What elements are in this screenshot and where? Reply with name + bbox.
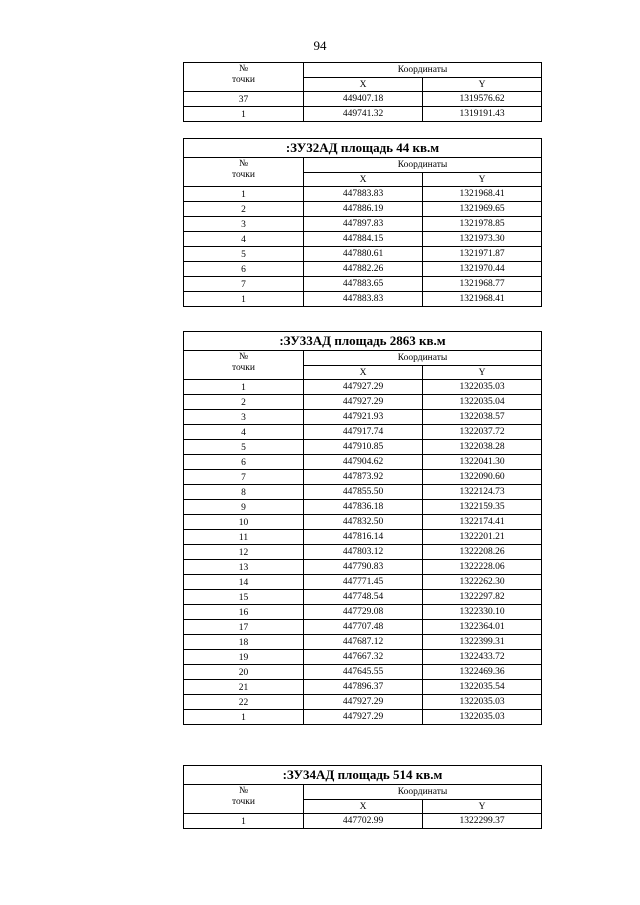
point-number: 8 [184, 485, 304, 500]
page-number: 94 [313, 38, 327, 53]
y-coordinate: 1322159.35 [423, 500, 542, 515]
y-coordinate: 1321968.77 [423, 277, 542, 292]
x-coordinate: 447883.83 [304, 187, 423, 202]
table-row [184, 620, 542, 635]
table-row [184, 530, 542, 545]
point-number: 6 [184, 455, 304, 470]
x-coordinate: 447790.83 [304, 560, 423, 575]
table-row [184, 187, 542, 202]
x-coordinate: 449407.18 [304, 92, 423, 107]
point-number: 18 [184, 635, 304, 650]
table-row [184, 217, 542, 232]
x-coordinate: 447873.92 [304, 470, 423, 485]
point-number: 1 [184, 710, 304, 725]
parcel-table-zu32ad [183, 138, 542, 307]
point-number: 2 [184, 395, 304, 410]
table-row [184, 410, 542, 425]
y-coordinate: 1322035.03 [423, 695, 542, 710]
point-number-header-label: № точки [231, 159, 255, 180]
y-coordinate: 1322035.03 [423, 380, 542, 395]
table-row [184, 395, 542, 410]
y-coordinate: 1322299.37 [423, 814, 542, 829]
y-coordinate: 1322262.30 [423, 575, 542, 590]
y-coordinate: 1321971.87 [423, 247, 542, 262]
point-number: 1 [184, 292, 304, 307]
point-number-header-label: № точки [231, 786, 255, 807]
x-coordinate: 447927.29 [304, 695, 423, 710]
y-coordinate: 1322037.72 [423, 425, 542, 440]
table-row [184, 545, 542, 560]
table-row [184, 590, 542, 605]
table-row [184, 560, 542, 575]
table-row [184, 455, 542, 470]
x-coordinate: 447882.26 [304, 262, 423, 277]
y-coordinate: 1321978.85 [423, 217, 542, 232]
table-row [184, 202, 542, 217]
x-coordinate: 447884.15 [304, 232, 423, 247]
point-number: 15 [184, 590, 304, 605]
table-row [184, 814, 542, 829]
x-column-header: X [304, 800, 423, 814]
y-coordinate: 1322090.60 [423, 470, 542, 485]
y-coordinate: 1321968.41 [423, 292, 542, 307]
coordinates-header: Координаты [304, 351, 542, 366]
table-row [184, 665, 542, 680]
y-coordinate: 1322035.04 [423, 395, 542, 410]
x-coordinate: 447927.29 [304, 395, 423, 410]
table-row [184, 605, 542, 620]
point-number: 5 [184, 440, 304, 455]
y-coordinate: 1322201.21 [423, 530, 542, 545]
x-coordinate: 447855.50 [304, 485, 423, 500]
coordinates-header: Координаты [304, 785, 542, 800]
y-coordinate: 1322038.28 [423, 440, 542, 455]
table-row [184, 292, 542, 307]
point-number: 22 [184, 695, 304, 710]
point-number: 13 [184, 560, 304, 575]
point-number-header [184, 63, 304, 92]
x-coordinate: 447917.74 [304, 425, 423, 440]
y-coordinate: 1322399.31 [423, 635, 542, 650]
y-column-header: Y [423, 800, 542, 814]
table-row [184, 680, 542, 695]
point-number: 1 [184, 814, 304, 829]
y-coordinate: 1319191.43 [423, 107, 542, 122]
x-coordinate: 447927.29 [304, 710, 423, 725]
point-number: 11 [184, 530, 304, 545]
point-number: 9 [184, 500, 304, 515]
point-number: 20 [184, 665, 304, 680]
point-number: 3 [184, 410, 304, 425]
table-row [184, 470, 542, 485]
table-row [184, 710, 542, 725]
point-number: 5 [184, 247, 304, 262]
x-column-header: X [304, 173, 423, 187]
x-coordinate: 447667.32 [304, 650, 423, 665]
y-coordinate: 1321970.44 [423, 262, 542, 277]
x-coordinate: 447921.93 [304, 410, 423, 425]
table-row [184, 247, 542, 262]
y-coordinate: 1321973.30 [423, 232, 542, 247]
point-number: 17 [184, 620, 304, 635]
x-coordinate: 447883.65 [304, 277, 423, 292]
parcel-table-zu33ad [183, 331, 542, 725]
coordinates-header: Координаты [304, 63, 542, 78]
table-row [184, 635, 542, 650]
y-column-header: Y [423, 366, 542, 380]
point-number: 6 [184, 262, 304, 277]
point-number: 10 [184, 515, 304, 530]
table-row [184, 425, 542, 440]
coordinates-table-continuation [183, 62, 542, 122]
x-coordinate: 447645.55 [304, 665, 423, 680]
y-coordinate: 1321969.65 [423, 202, 542, 217]
point-number: 21 [184, 680, 304, 695]
x-coordinate: 447897.83 [304, 217, 423, 232]
y-coordinate: 1322035.03 [423, 710, 542, 725]
y-coordinate: 1321968.41 [423, 187, 542, 202]
point-number-header [184, 351, 304, 380]
y-coordinate: 1322174.41 [423, 515, 542, 530]
x-coordinate: 447883.83 [304, 292, 423, 307]
y-coordinate: 1322124.73 [423, 485, 542, 500]
table-row [184, 500, 542, 515]
x-column-header: X [304, 366, 423, 380]
x-coordinate: 447910.85 [304, 440, 423, 455]
y-coordinate: 1322433.72 [423, 650, 542, 665]
x-coordinate: 447748.54 [304, 590, 423, 605]
table-row [184, 695, 542, 710]
x-coordinate: 447927.29 [304, 380, 423, 395]
table-row [184, 380, 542, 395]
table-row [184, 515, 542, 530]
table-row [184, 277, 542, 292]
point-number: 14 [184, 575, 304, 590]
point-number: 37 [184, 92, 304, 107]
y-coordinate: 1322208.26 [423, 545, 542, 560]
y-coordinate: 1322330.10 [423, 605, 542, 620]
point-number-header [184, 158, 304, 187]
y-column-header: Y [423, 78, 542, 92]
point-number: 7 [184, 277, 304, 292]
point-number: 19 [184, 650, 304, 665]
point-number-header-label: № точки [231, 352, 255, 373]
y-coordinate: 1322297.82 [423, 590, 542, 605]
x-coordinate: 447702.99 [304, 814, 423, 829]
table-row [184, 485, 542, 500]
point-number: 12 [184, 545, 304, 560]
point-number-header [184, 785, 304, 814]
x-coordinate: 447687.12 [304, 635, 423, 650]
x-coordinate: 447803.12 [304, 545, 423, 560]
x-column-header: X [304, 78, 423, 92]
point-number: 1 [184, 107, 304, 122]
x-coordinate: 447904.62 [304, 455, 423, 470]
parcel-title: :ЗУ34АД площадь 514 кв.м [184, 766, 542, 785]
point-number: 1 [184, 187, 304, 202]
y-coordinate: 1322364.01 [423, 620, 542, 635]
y-coordinate: 1319576.62 [423, 92, 542, 107]
point-number: 4 [184, 425, 304, 440]
y-coordinate: 1322035.54 [423, 680, 542, 695]
point-number: 1 [184, 380, 304, 395]
parcel-title: :ЗУ32АД площадь 44 кв.м [184, 139, 542, 158]
point-number: 7 [184, 470, 304, 485]
y-coordinate: 1322469.36 [423, 665, 542, 680]
x-coordinate: 447836.18 [304, 500, 423, 515]
point-number: 16 [184, 605, 304, 620]
point-number: 2 [184, 202, 304, 217]
parcel-title: :ЗУ33АД площадь 2863 кв.м [184, 332, 542, 351]
parcel-table-zu34ad [183, 765, 542, 829]
x-coordinate: 447816.14 [304, 530, 423, 545]
x-coordinate: 447886.19 [304, 202, 423, 217]
x-coordinate: 447729.08 [304, 605, 423, 620]
table-row [184, 440, 542, 455]
point-number: 4 [184, 232, 304, 247]
x-coordinate: 447771.45 [304, 575, 423, 590]
x-coordinate: 447707.48 [304, 620, 423, 635]
x-coordinate: 447832.50 [304, 515, 423, 530]
x-coordinate: 447896.37 [304, 680, 423, 695]
point-number-header-label: № точки [231, 64, 255, 85]
x-coordinate: 449741.32 [304, 107, 423, 122]
table-row [184, 232, 542, 247]
table-row [184, 650, 542, 665]
y-coordinate: 1322038.57 [423, 410, 542, 425]
y-column-header: Y [423, 173, 542, 187]
table-row [184, 575, 542, 590]
y-coordinate: 1322228.06 [423, 560, 542, 575]
x-coordinate: 447880.61 [304, 247, 423, 262]
y-coordinate: 1322041.30 [423, 455, 542, 470]
coordinates-header: Координаты [304, 158, 542, 173]
table-row [184, 262, 542, 277]
point-number: 3 [184, 217, 304, 232]
